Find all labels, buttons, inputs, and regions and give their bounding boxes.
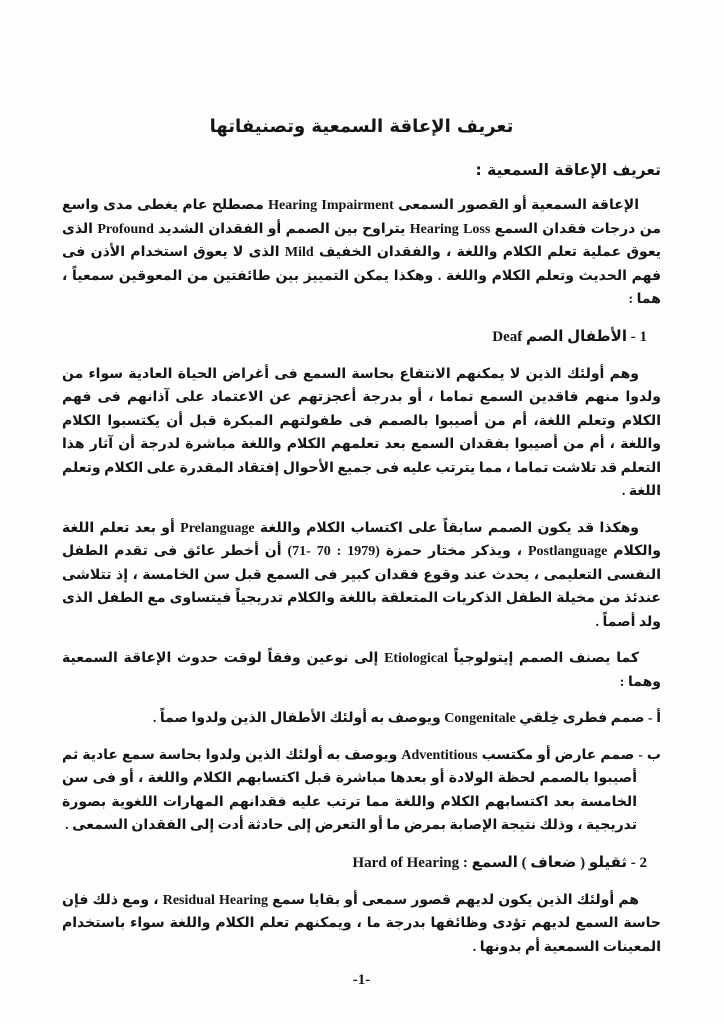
list-item-adventitious-deafness: ب - صمم عارض أو مكتسب Adventitious ويوصف به أولئك الذين ولدوا بحاسة سمع عادية ثم أصيبوا بالصمم لحظة الولادة أو بعدها مباشرة قبل اكتسابهم الكلام واللغة ، أو فى سن الخامسة بعد اكتسابهم الكلام واللغة مما ترتب عليه فقدانهم المهارات اللغوية بصورة تدريجية ، وذلك نتيجة الإصابة بمرض ما أو التعرض إلى حادثة أدت إلى الفقدان السمعى .: [62, 747, 661, 833]
paragraph-etiological-classification: كما يصنف الصمم إيتولوجياً Etiological إلى نوعين وفقاً لوقت حدوث الإعاقة السمعية وهما :: [62, 651, 661, 690]
paragraph-prelanguage-postlanguage: وهكذا قد يكون الصمم سابقاً على اكتساب الكلام واللغة Prelanguage أو بعد تعلم اللغة والكلام Postlanguage ، ويذكر مختار حمزة (1979 : 70 -71) أن أخطر عائق فى تقدم الطفل النفسى التعليمى ، يحدث عند وقوع فقدان كبير فى السمع قبل سن الخامسة ، إذ تتلاشى عندئذ من مخيلة الطفل الذكريات المتعلقة باللغة والكلام تدريجياً فيتساوى مع الطفل الذى ولد أصماً .: [62, 520, 662, 630]
paragraph-deaf-definition: وهم أولئك الذين لا يمكنهم الانتفاع بحاسة السمع فى أغراض الحياة العادية سواء من ولدوا منهم فاقدين السمع تماما ، أو بدرجة أعجزتهم عن الاعتماد على آذانهم فى فهم الكلام وتعلم اللغة، أم من أصيبوا بالصمم فى طفولتهم المبكرة قبل أن يكتسبوا الكلام واللغة ، أم من أصيبوا بفقدان السمع بعد تعلمهم الكلام واللغة مباشرة لدرجة أن آثار هذا التعلم قد تلاشت تماما ، مما يترتب عليه فى جميع الأحوال إفتقاد المقدرة على الكلام وتعلم اللغة .: [62, 366, 661, 499]
page-title: تعريف الإعاقة السمعية وتصنيفاتها: [209, 116, 514, 137]
paragraph-intro: الإعاقة السمعية أو القصور السمعى Hearing Impairment مصطلح عام يغطى مدى واسع من درجات فقدان السمع Hearing Loss يتراوح بين الصمم أو الفقدان الشديد Profound الذى يعوق عملية تعلم الكلام واللغة ، والفقدان الخفيف Mild الذى لا يعوق استخدام الأذن فى فهم الحديث وتعلم الكلام واللغة . وهكذا يمكن التمييز بين طائفتين من المعوقين سمعياً ، هما :: [62, 198, 661, 307]
heading-deaf-children: 1 - الأطفال الصم Deaf: [492, 328, 647, 345]
page-number: -1-: [352, 972, 371, 988]
paragraph-hard-of-hearing: هم أولئك الذين يكون لديهم قصور سمعى أو بقايا سمع Residual Hearing ، ومع ذلك فإن حاسة السمع لديهم تؤدى وظائفها بدرجة ما ، ويمكنهم تعلم الكلام واللغة سواء باستخدام المعينات السمعية أم بدونها .: [62, 892, 661, 955]
list-item-congenital-deafness: أ - صمم فطرى خِلقي Congenitale ويوصف به أولئك الأطفال الذين ولدوا صماً .: [152, 711, 661, 726]
section-heading-definition: تعريف الإعاقة السمعية :: [475, 161, 661, 179]
heading-hard-of-hearing: 2 - ثقيلو ( ضعاف ) السمع : Hard of Hearing: [352, 854, 647, 871]
